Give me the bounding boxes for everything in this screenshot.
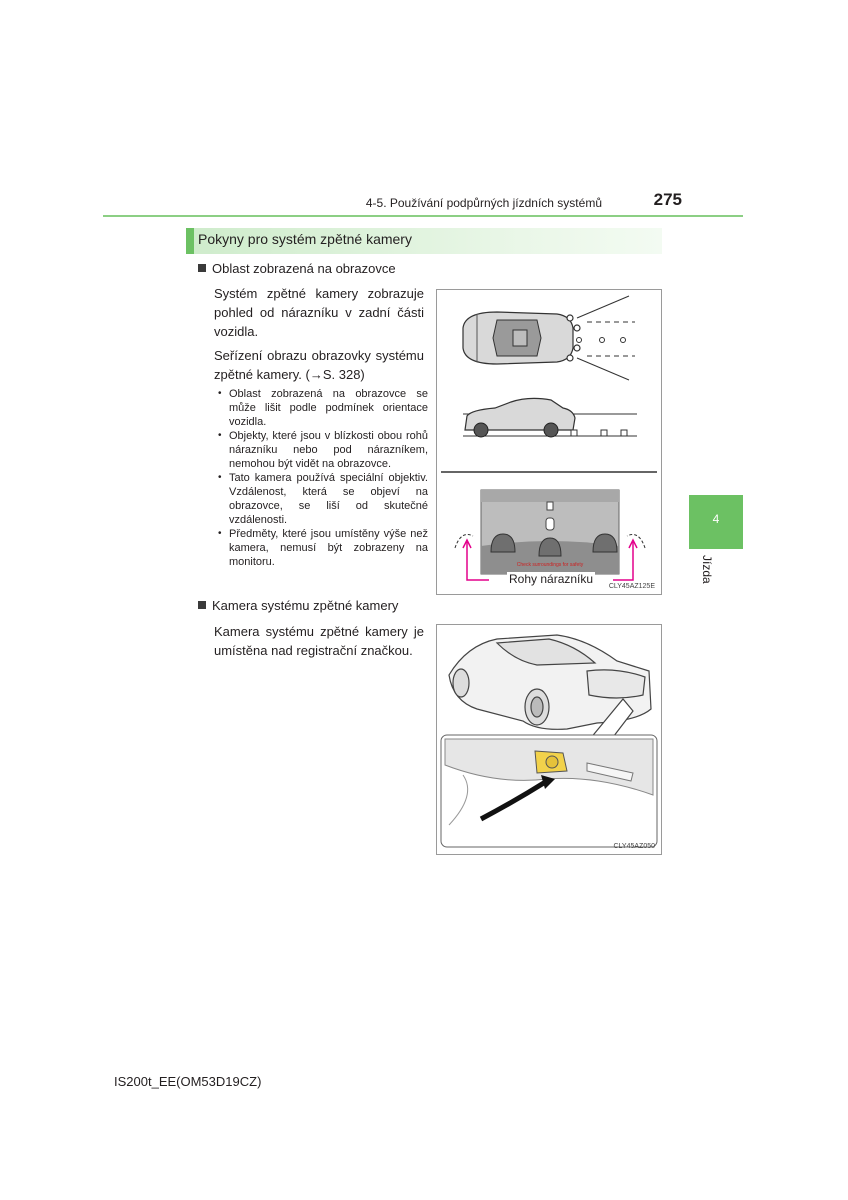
display-area-paragraph-1: Systém zpětné kamery zobrazuje pohled od nárazníku v zadní části vozidla.	[214, 286, 424, 339]
note-item: • Tato kamera používá speciální objektiv. Vzdálenost, která se objeví na obrazovce, se liší od skutečné vzdálenosti.	[218, 471, 428, 527]
display-area-figure	[436, 289, 662, 595]
display-area-heading	[198, 261, 396, 276]
page-number: 275	[653, 190, 682, 209]
screen-warning-text: Check surroundings for safety	[516, 562, 584, 568]
camera-location-paragraph: Kamera systému zpětné kamery je umístěna nad registrační značkou.	[214, 624, 424, 658]
display-area-notes	[218, 387, 428, 569]
camera-closeup-illustration	[441, 735, 657, 847]
figure-code: CLY45AZ050	[613, 843, 655, 850]
document-footer: IS200t_EE(OM53D19CZ)	[114, 1074, 262, 1089]
section-title: Pokyny pro systém zpětné kamery	[198, 231, 412, 247]
header-rule	[103, 215, 743, 217]
square-bullet-icon	[198, 601, 206, 609]
display-area-heading-text: Oblast zobrazená na obrazovce	[212, 261, 396, 276]
note-item: • Oblast zobrazená na obrazovce se může lišit podle podmínek orientace vozidla.	[218, 387, 428, 429]
camera-location-figure	[436, 624, 662, 855]
camera-location-heading	[198, 598, 398, 613]
figure-code: CLY45AZ125E	[608, 583, 655, 590]
guide-dots	[577, 338, 626, 343]
chapter-tab-number: 4	[712, 512, 720, 526]
car-top-view-illustration	[463, 312, 573, 364]
square-bullet-icon	[198, 264, 206, 272]
note-item: • Objekty, které jsou v blízkosti obou rohů nárazníku nebo pod nárazníkem, nemohou být vidět na obrazovce.	[218, 429, 428, 471]
camera-location-heading-text: Kamera systému zpětné kamery	[212, 598, 399, 613]
bumper-corners-label: Rohy nárazníku	[509, 572, 594, 586]
display-area-diagram	[437, 290, 661, 594]
camera-location-diagram	[437, 625, 661, 854]
car-side-view-illustration	[463, 398, 637, 437]
chapter-header: 4-5. Používání podpůrných jízdních systémů	[365, 196, 602, 210]
note-item: • Předměty, které jsou umístěny výše než kamera, nemusí být zobrazeny na monitoru.	[218, 527, 428, 569]
display-area-paragraph-2: Seřízení obrazu obrazovky systému zpětné kamery. (→S. 328)	[214, 348, 424, 382]
chapter-tab-label: Jízda	[700, 555, 714, 584]
